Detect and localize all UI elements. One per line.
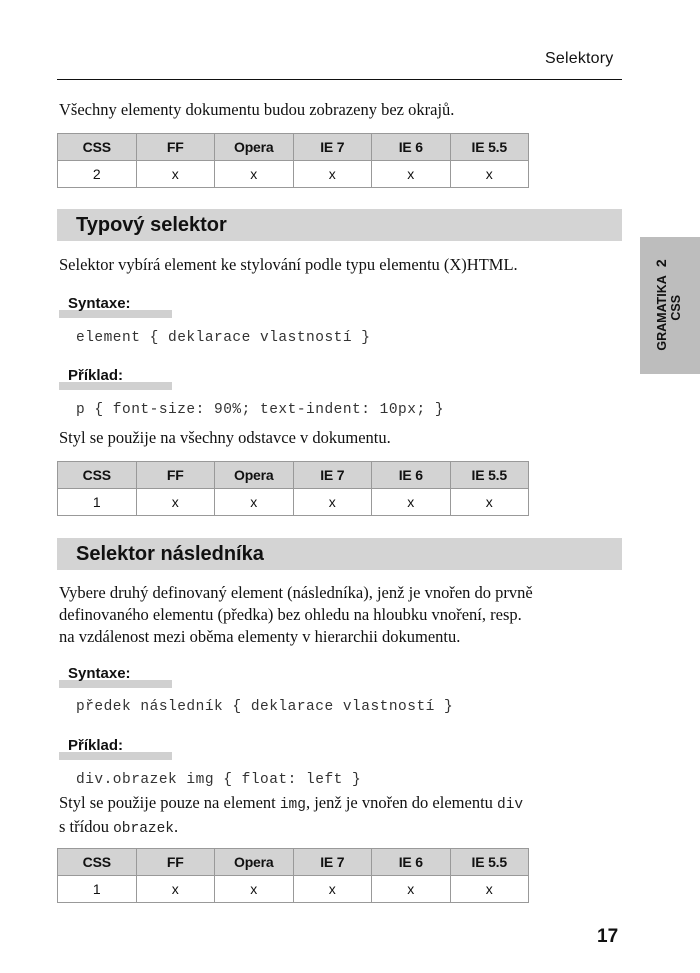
- section-description: [59, 582, 624, 648]
- section-title: Selektor následníka: [76, 543, 264, 565]
- table-cell: 1: [58, 489, 137, 516]
- table-header-cell: IE 7: [293, 462, 372, 489]
- table-header-cell: Opera: [215, 462, 294, 489]
- example-code: div.obrazek img { float: left }: [76, 772, 362, 788]
- note-text: .: [174, 817, 179, 836]
- inline-code: img: [279, 797, 306, 813]
- table-row: [58, 161, 529, 188]
- table-header-row: [58, 134, 529, 161]
- table-header-cell: IE 6: [372, 462, 451, 489]
- table-cell: x: [293, 876, 372, 903]
- table-header-row: [58, 462, 529, 489]
- compat-table-3: [57, 848, 529, 903]
- table-cell: x: [450, 876, 529, 903]
- table-cell: x: [293, 489, 372, 516]
- section-heading-bar: [57, 538, 622, 570]
- example-note: [59, 792, 624, 840]
- syntax-label: [59, 664, 174, 688]
- table-cell: x: [372, 161, 451, 188]
- side-tab-number: 2: [653, 259, 669, 268]
- section-title: Typový selektor: [76, 214, 227, 236]
- syntax-label-text: Syntaxe:: [68, 665, 131, 682]
- section-description: Selektor vybírá element ke stylování podle typu elementu (X)HTML.: [59, 255, 518, 274]
- header-rule: [57, 79, 622, 80]
- table-header-cell: Opera: [215, 134, 294, 161]
- table-row: [58, 489, 529, 516]
- table-cell: x: [215, 161, 294, 188]
- example-label-text: Příklad:: [68, 367, 124, 384]
- page-number: 17: [597, 926, 619, 947]
- table-cell: 1: [58, 876, 137, 903]
- intro-paragraph: Všechny elementy dokumentu budou zobrazeny bez okrajů.: [59, 100, 455, 119]
- syntax-code: předek následník { deklarace vlastností }: [76, 699, 454, 715]
- table-header-cell: IE 7: [293, 849, 372, 876]
- side-tab-subtitle: CSS: [669, 294, 683, 321]
- side-tab-text: [653, 259, 683, 350]
- table-cell: x: [136, 489, 215, 516]
- table-cell: x: [215, 489, 294, 516]
- table-header-cell: IE 5.5: [450, 134, 529, 161]
- table-cell: 2: [58, 161, 137, 188]
- example-label: [59, 736, 174, 760]
- syntax-label-text: Syntaxe:: [68, 295, 131, 312]
- table-cell: x: [450, 161, 529, 188]
- table-header-cell: CSS: [58, 134, 137, 161]
- compat-table-2: [57, 461, 529, 516]
- side-tab-title: GRAMATIKA: [655, 275, 669, 351]
- note-text: Styl se použije pouze na element: [59, 793, 280, 812]
- example-label: [59, 366, 174, 390]
- compat-table-1: [57, 133, 529, 188]
- table-cell: x: [215, 876, 294, 903]
- syntax-label: [59, 294, 174, 318]
- inline-code: div: [497, 797, 524, 813]
- inline-code: obrazek: [113, 821, 175, 837]
- table-header-cell: IE 6: [372, 134, 451, 161]
- table-header-cell: FF: [136, 849, 215, 876]
- table-header-cell: FF: [136, 134, 215, 161]
- table-header-cell: CSS: [58, 462, 137, 489]
- example-code: p { font-size: 90%; text-indent: 10px; }: [76, 402, 445, 418]
- running-head: Selektory: [545, 50, 614, 67]
- chapter-side-tab: [640, 237, 700, 374]
- section-heading-bar: [57, 209, 622, 241]
- example-note: Styl se použije na všechny odstavce v dokumentu.: [59, 428, 391, 447]
- table-header-cell: IE 5.5: [450, 462, 529, 489]
- table-header-cell: IE 7: [293, 134, 372, 161]
- table-header-cell: CSS: [58, 849, 137, 876]
- table-row: [58, 876, 529, 903]
- table-cell: x: [372, 489, 451, 516]
- table-cell: x: [136, 876, 215, 903]
- table-header-cell: IE 6: [372, 849, 451, 876]
- description-line: Vybere druhý definovaný element (následníka), jenž je vnořen do prvně: [59, 583, 533, 602]
- description-line: definovaného elementu (předka) bez ohledu na hloubku vnoření, resp.: [59, 605, 522, 624]
- syntax-code: element { deklarace vlastností }: [76, 330, 371, 346]
- table-cell: x: [450, 489, 529, 516]
- side-tab-line1: [653, 259, 669, 350]
- table-cell: x: [136, 161, 215, 188]
- example-label-text: Příklad:: [68, 737, 124, 754]
- description-line: na vzdálenost mezi oběma elementy v hierarchii dokumentu.: [59, 627, 461, 646]
- table-cell: x: [293, 161, 372, 188]
- note-text: s třídou: [59, 817, 114, 836]
- table-header-cell: Opera: [215, 849, 294, 876]
- table-header-cell: FF: [136, 462, 215, 489]
- table-header-row: [58, 849, 529, 876]
- note-text: , jenž je vnořen do elementu: [305, 793, 498, 812]
- table-header-cell: IE 5.5: [450, 849, 529, 876]
- table-cell: x: [372, 876, 451, 903]
